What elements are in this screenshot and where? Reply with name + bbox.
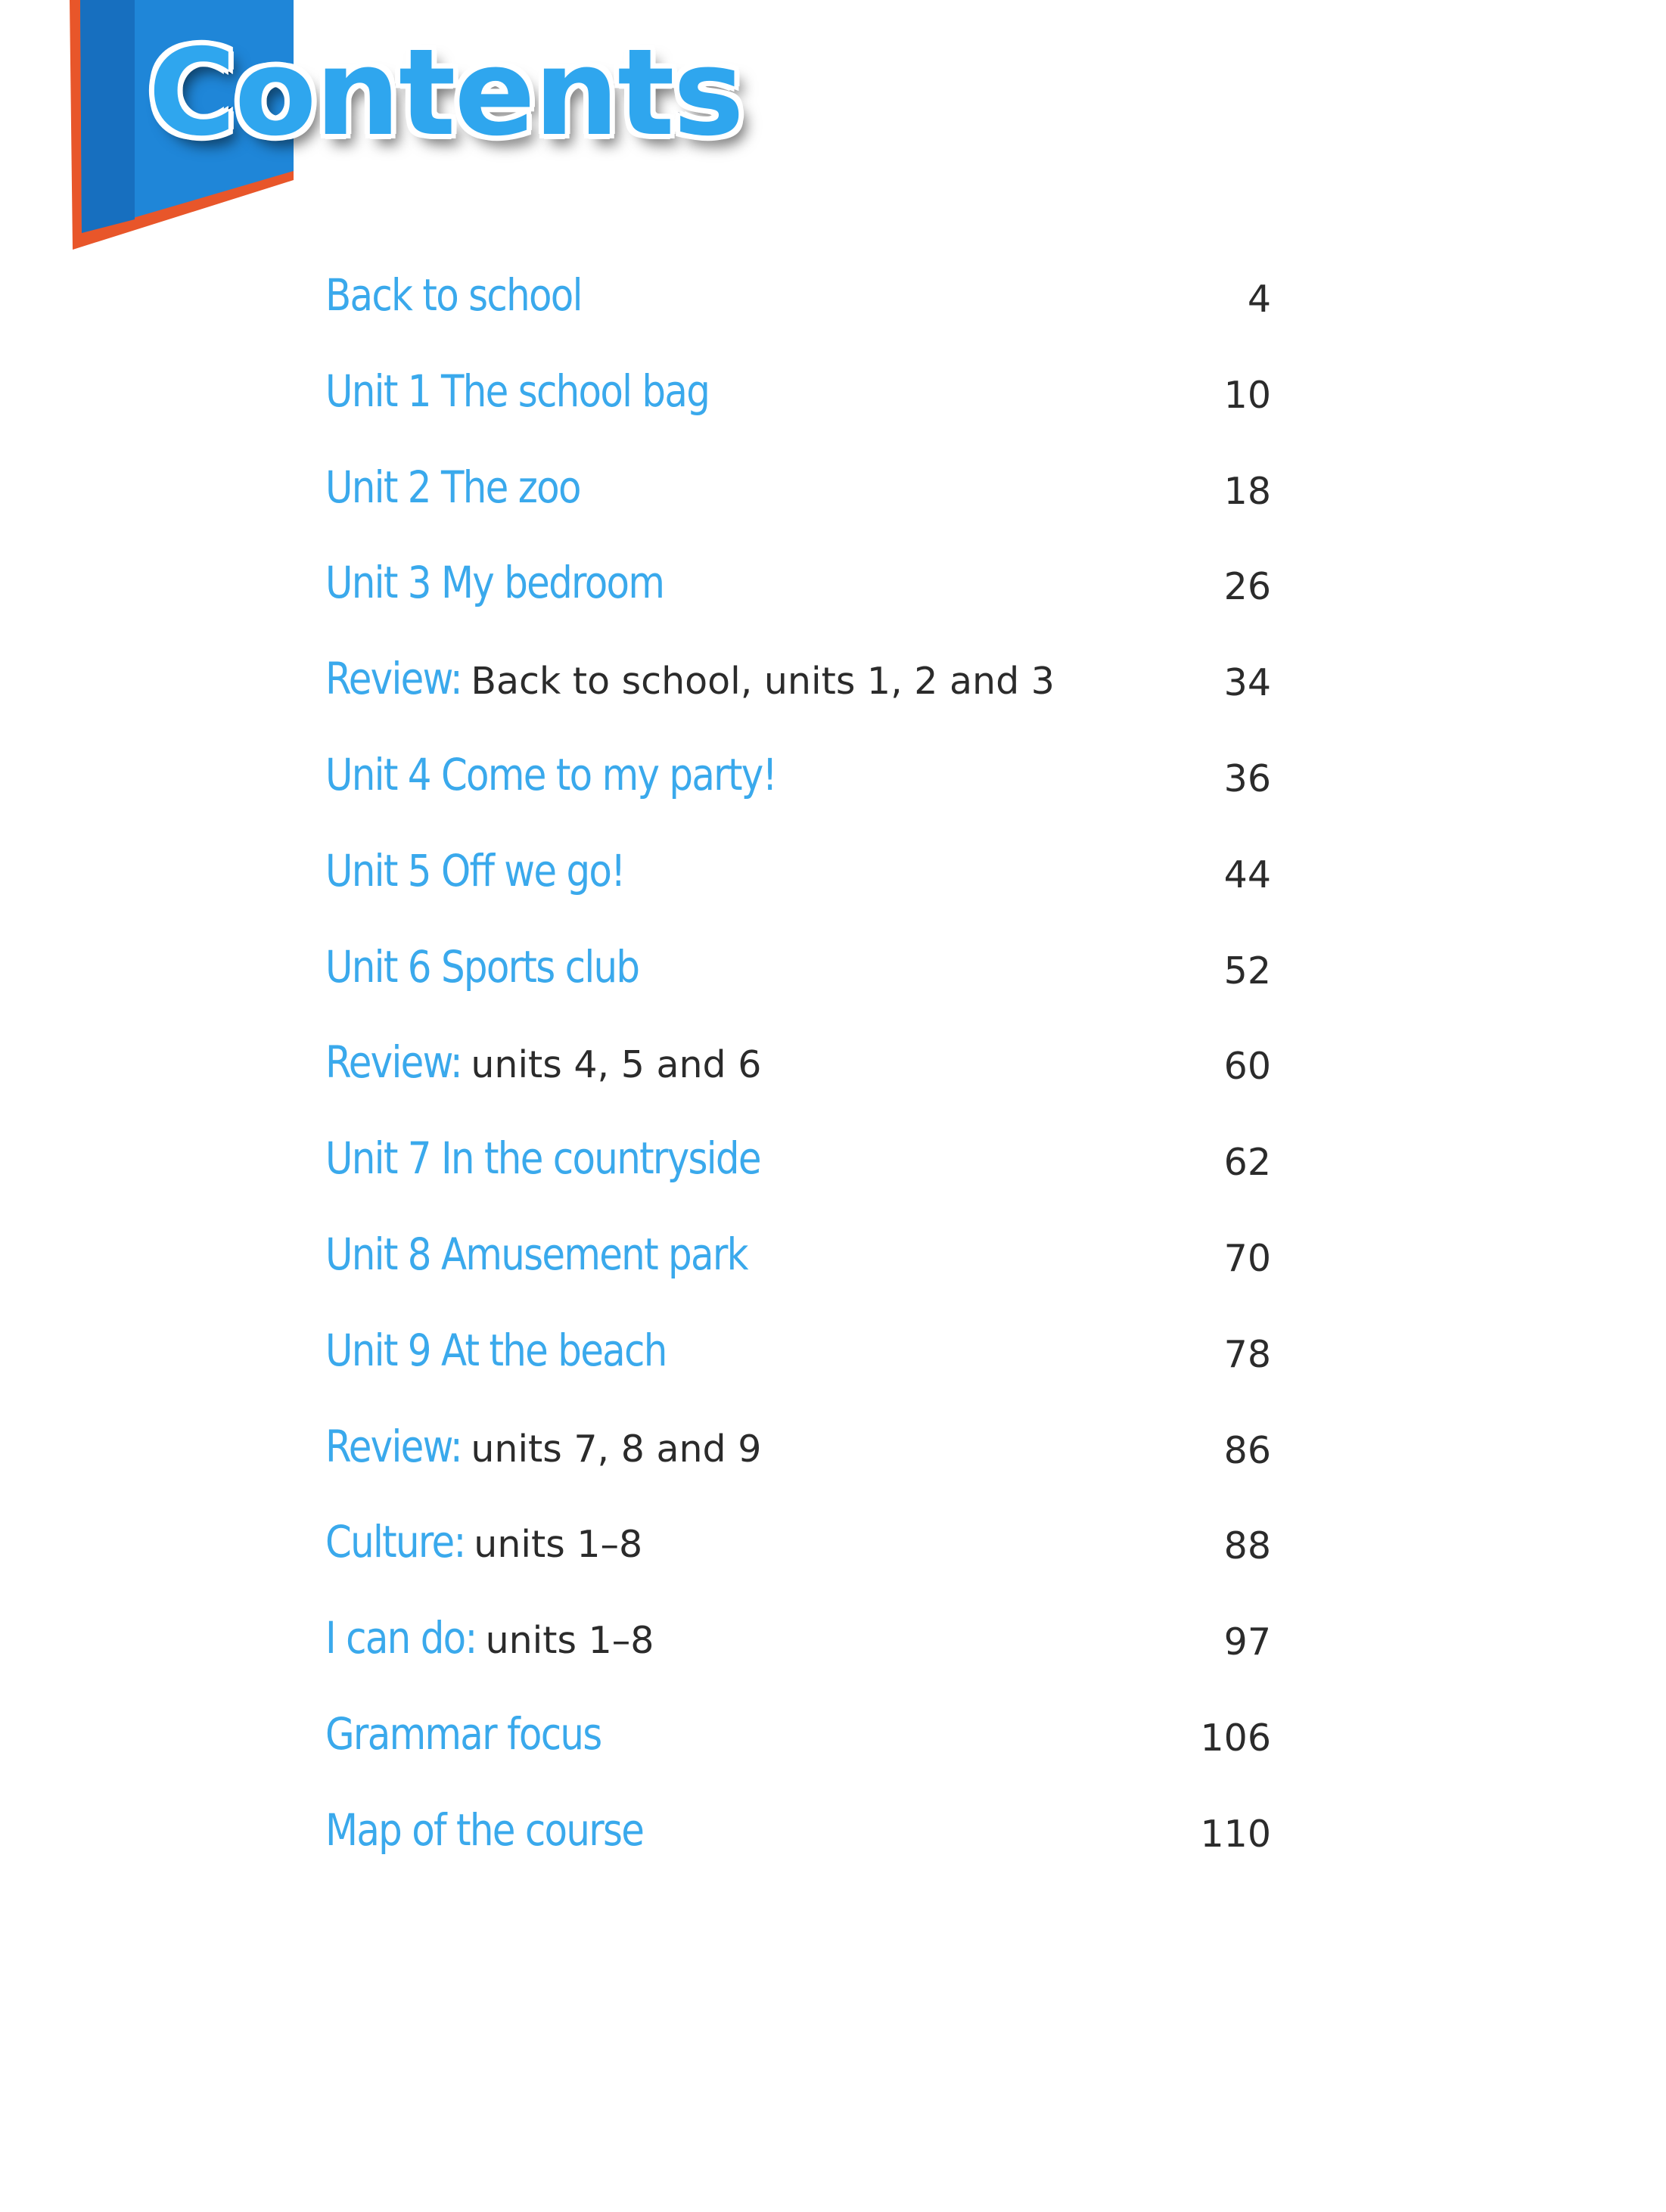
toc-entry-label: Unit 5 Off we go! <box>325 844 625 896</box>
toc-entry-label: Review: <box>325 1420 462 1472</box>
toc-entry-text <box>325 1036 761 1088</box>
toc-entry[interactable] <box>325 741 1271 809</box>
toc-entry-page-number: 60 <box>1223 1045 1271 1089</box>
toc-entry[interactable] <box>325 261 1271 329</box>
toc-entry-text <box>325 365 709 417</box>
toc-entry-page-number: 36 <box>1223 757 1271 801</box>
toc-entry-label: Map of the course <box>325 1803 644 1856</box>
toc-entry-page-number: 52 <box>1223 949 1271 993</box>
toc-entry-page-number: 88 <box>1223 1524 1271 1568</box>
toc-entry-page-number: 44 <box>1223 853 1271 896</box>
toc-entry-label: Unit 1 The school bag <box>325 365 710 417</box>
toc-entry-page-number: 62 <box>1223 1141 1271 1185</box>
toc-entry[interactable] <box>325 933 1271 1001</box>
toc-entry-description: units 7, 8 and 9 <box>471 1427 762 1471</box>
page-title: Contents <box>148 23 743 163</box>
toc-entry-page-number: 106 <box>1200 1716 1271 1760</box>
toc-entry[interactable] <box>325 1796 1271 1864</box>
toc-entry-text <box>325 1132 760 1184</box>
toc-entry-text <box>325 557 664 608</box>
toc-entry-label: Unit 2 The zoo <box>325 461 580 513</box>
toc-entry-label: I can do: <box>325 1612 477 1664</box>
toc-entry-text <box>325 461 580 513</box>
toc-entry-label: Review: <box>325 653 462 705</box>
toc-entry[interactable] <box>325 1124 1271 1192</box>
toc-entry-label: Unit 7 In the countryside <box>325 1132 760 1185</box>
toc-entry-page-number: 18 <box>1223 469 1271 513</box>
toc-entry[interactable] <box>325 1220 1271 1288</box>
toc-entry[interactable] <box>325 1508 1271 1576</box>
toc-entry-text <box>325 1325 667 1376</box>
toc-entry-text <box>325 1229 747 1280</box>
toc-entry-label: Grammar focus <box>325 1708 601 1760</box>
toc-entry-text <box>325 653 1055 704</box>
toc-entry-description: units 1–8 <box>485 1619 654 1663</box>
toc-entry-label: Culture: <box>325 1516 465 1568</box>
toc-entry[interactable] <box>325 1700 1271 1768</box>
toc-entry[interactable] <box>325 1028 1271 1096</box>
toc-entry-text <box>325 1421 761 1472</box>
toc-entry-text <box>325 845 624 896</box>
toc-entry-label: Unit 9 At the beach <box>325 1324 667 1376</box>
toc-entry-page-number: 97 <box>1223 1620 1271 1664</box>
toc-entry[interactable] <box>325 357 1271 425</box>
toc-entry-label: Unit 8 Amusement park <box>325 1229 748 1280</box>
toc-entry[interactable] <box>325 837 1271 905</box>
toc-entry-text <box>325 1708 601 1760</box>
toc-entry[interactable] <box>325 453 1271 521</box>
toc-entry-description: units 4, 5 and 6 <box>471 1043 762 1087</box>
toc-entry-label: Unit 3 My bedroom <box>325 557 664 609</box>
toc-entry[interactable] <box>325 1316 1271 1384</box>
toc-entry-page-number: 110 <box>1200 1812 1271 1856</box>
toc-entry-description: units 1–8 <box>474 1523 643 1567</box>
toc-entry-page-number: 86 <box>1223 1428 1271 1472</box>
toc-entry-description: Back to school, units 1, 2 and 3 <box>471 660 1055 704</box>
toc-entry[interactable] <box>325 548 1271 617</box>
toc-entry-page-number: 4 <box>1247 278 1271 322</box>
toc-entry-label: Back to school <box>325 269 582 321</box>
toc-entry-page-number: 10 <box>1223 373 1271 417</box>
toc-entry-page-number: 26 <box>1223 565 1271 609</box>
toc-entry-text <box>325 1516 642 1567</box>
toc-entry[interactable] <box>325 645 1271 713</box>
toc-entry-label: Unit 4 Come to my party! <box>325 749 776 800</box>
toc-entry[interactable] <box>325 1604 1271 1672</box>
toc-entry-text <box>325 941 639 993</box>
toc-entry-page-number: 78 <box>1223 1332 1271 1376</box>
toc-entry-label: Review: <box>325 1036 462 1089</box>
toc-entry[interactable] <box>325 1412 1271 1480</box>
toc-entry-text <box>325 1612 654 1664</box>
toc-entry-text <box>325 1804 643 1856</box>
toc-entry-text <box>325 749 776 800</box>
toc-entry-page-number: 70 <box>1223 1237 1271 1281</box>
toc-entry-text <box>325 269 582 321</box>
toc-entry-page-number: 34 <box>1223 661 1271 705</box>
toc-entry-label: Unit 6 Sports club <box>325 940 639 993</box>
